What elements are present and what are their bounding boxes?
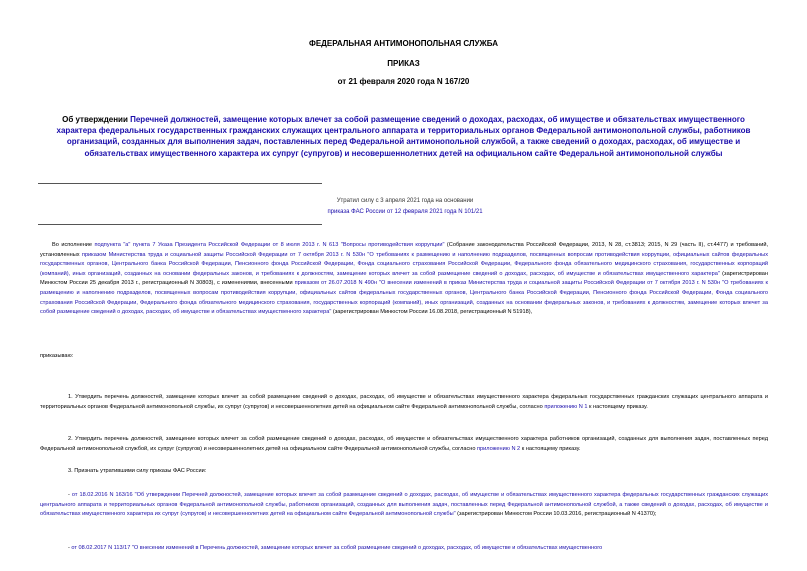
document-type-heading: ПРИКАЗ <box>387 59 420 68</box>
document-date-number: от 21 февраля 2020 года N 167/20 <box>337 77 470 86</box>
text-fragment: (зарегистрирован Минюстом России 16.08.2018, регистрационный N 51918), <box>331 309 533 316</box>
text-fragment: 2. Утвердить перечень должностей, замещение которых влечет за собой размещение сведений о доходах, расходах, об имуществе и обязательствах имущественного характера работников организаций, созданных для выполнения задач, поставленных перед Федеральной антимонопольной службой, их супруг (супругов) и несовершеннолетних детей на официальном сайте Федеральной антимонопольной службы, согласно <box>40 436 768 452</box>
lost-force-text: Утратил силу с 3 апреля 2021 года на основании <box>336 198 474 204</box>
text-fragment: Во исполнение <box>52 242 95 248</box>
text-fragment: к настоящему приказу. <box>520 445 581 452</box>
item-3-paragraph: 3. Признать утратившими силу приказы ФАС России: <box>68 468 207 474</box>
item-2-paragraph <box>40 435 768 454</box>
order-490n-link[interactable]: приказом от 26.07.2018 N 490н "О внесении изменений в приказ Министерства труда и социальной защиты Российской Федерации от 7 октября 2013 г. N 530н "О требованиях к размещению и наполнению подразделов, посвященных вопросам противодействия коррупции, официальных сайтов федеральных государственных органов, Центрального банка Российской Федерации, Пенсионного фонда Российской Федерации, Фонда социального страхования Российской Федерации, Федерального фонда обязательного медицинского страхования, государственных корпораций (компаний), иных организаций, созданных на основании федеральных законов, и требованиях к должностям, замещение которых влечет за собой размещение сведений о доходах, расходах, об имуществе и обязательствах имущественного характера" <box>40 280 768 316</box>
repealed-order-2 <box>40 544 768 554</box>
lost-force-link[interactable]: приказа ФАС России от 12 февраля 2021 года N 101/21 <box>327 209 483 215</box>
title-prefix: Об утверждении <box>62 115 131 124</box>
order-word: приказываю: <box>40 353 74 359</box>
appendix-2-link[interactable]: приложению N 2 <box>477 445 521 452</box>
agency-heading: ФЕДЕРАЛЬНАЯ АНТИМОНОПОЛЬНАЯ СЛУЖБА <box>309 39 498 48</box>
item-1-paragraph <box>40 393 768 412</box>
divider-bottom <box>38 224 322 225</box>
document-title <box>44 114 763 159</box>
decree-link[interactable]: подпункта "а" пункта 7 Указа Президента Российской Федерации от 8 июля 2013 г. N 613 "Вопросы противодействия коррупции" <box>94 242 445 248</box>
text-fragment: - <box>68 492 72 498</box>
order-530n-link[interactable]: приказом Министерства труда и социальной защиты Российской Федерации от 7 октября 2013 г. N 530н "О требованиях к размещению и наполнению подразделов, посвященных вопросам противодействия коррупции, официальных сайтов федеральных государственных органов, Центрального банка Российской Федерации, Пенсионного фонда Российской Федерации, Фонда социального страхования Российской Федерации, Федерального фонда обязательного медицинского страхования, государственных корпораций (компаний), иных организаций, созданных на основании федеральных законов, и требованиях к должностям, замещение которых влечет за собой размещение сведений о доходах, расходах, об имуществе и обязательствах имущественного характера" <box>40 251 768 277</box>
text-fragment: (Собрание законодательства Российской Федерации, 2013, N 28, ст.3813; 2015, N 29 (часть II), ст.4477) и требований, установленных <box>40 242 768 258</box>
appendix-1-link[interactable]: приложению N 1 <box>544 403 588 410</box>
repealed-order-1 <box>40 491 768 520</box>
preamble-paragraph <box>40 241 768 318</box>
text-fragment: (зарегистрирован Минюстом России 25 декабря 2013 г., регистрационный N 30803), с изменениями, внесенными <box>40 270 768 287</box>
text-fragment: 1. Утвердить перечень должностей, замещение которых влечет за собой размещение сведений о доходах, расходах, об имуществе и обязательствах имущественного характера федеральных государственных гражданских служащих центрального аппарата и территориальных органов Федеральной антимонопольной службы, их супруг (супругов) и несовершеннолетних детей на официальном сайте Федеральной антимонопольной службы, согласно <box>40 394 768 410</box>
title-link[interactable]: Перечней должностей, замещение которых влечет за собой размещение сведений о доходах, расходах, об имуществе и обязательствах имущественного характера федеральных государственных гражданских служащих центрального аппарата и территориальных органов Федеральной антимонопольной службы, работников организаций, созданных для выполнения задач, поставленных перед Федеральной антимонопольной службой, а также сведений о доходах, расходах, об имуществе и обязательствах имущественного характера их супруг (супругов) и несовершеннолетних детей на официальном сайте Федеральной антимонопольной службы <box>56 115 751 158</box>
lost-force-notice <box>300 196 510 218</box>
order-113-17-link[interactable]: от 08.02.2017 N 113/17 "О внесении изменений в Перечень должностей, замещение которых влечет за собой размещение сведений о доходах, расходах, об имуществе и обязательствах имущественного <box>71 545 603 551</box>
text-fragment: - <box>68 545 72 551</box>
text-fragment: (зарегистрирован Минюстом России 10.03.2016, регистрационный N 41370); <box>455 511 657 518</box>
divider-top <box>38 183 322 184</box>
text-fragment: к настоящему приказу. <box>587 403 648 410</box>
order-163-16-link[interactable]: от 18.02.2016 N 163/16 "Об утверждении Перечней должностей, замещение которых влечет за собой размещение сведений о доходах, расходах, об имуществе и обязательствах имущественного характера федеральных государственных гражданских служащих центрального аппарата и территориальных органов Федеральной антимонопольной службы, работников организаций, созданных для выполнения задач, поставленных перед Федеральной антимонопольной службой, а также сведений о доходах, расходах, об имуществе и обязательствах имущественного характера их супруг (супругов) и несовершеннолетних детей на официальном сайте Федеральной антимонопольной службы" <box>40 492 769 518</box>
